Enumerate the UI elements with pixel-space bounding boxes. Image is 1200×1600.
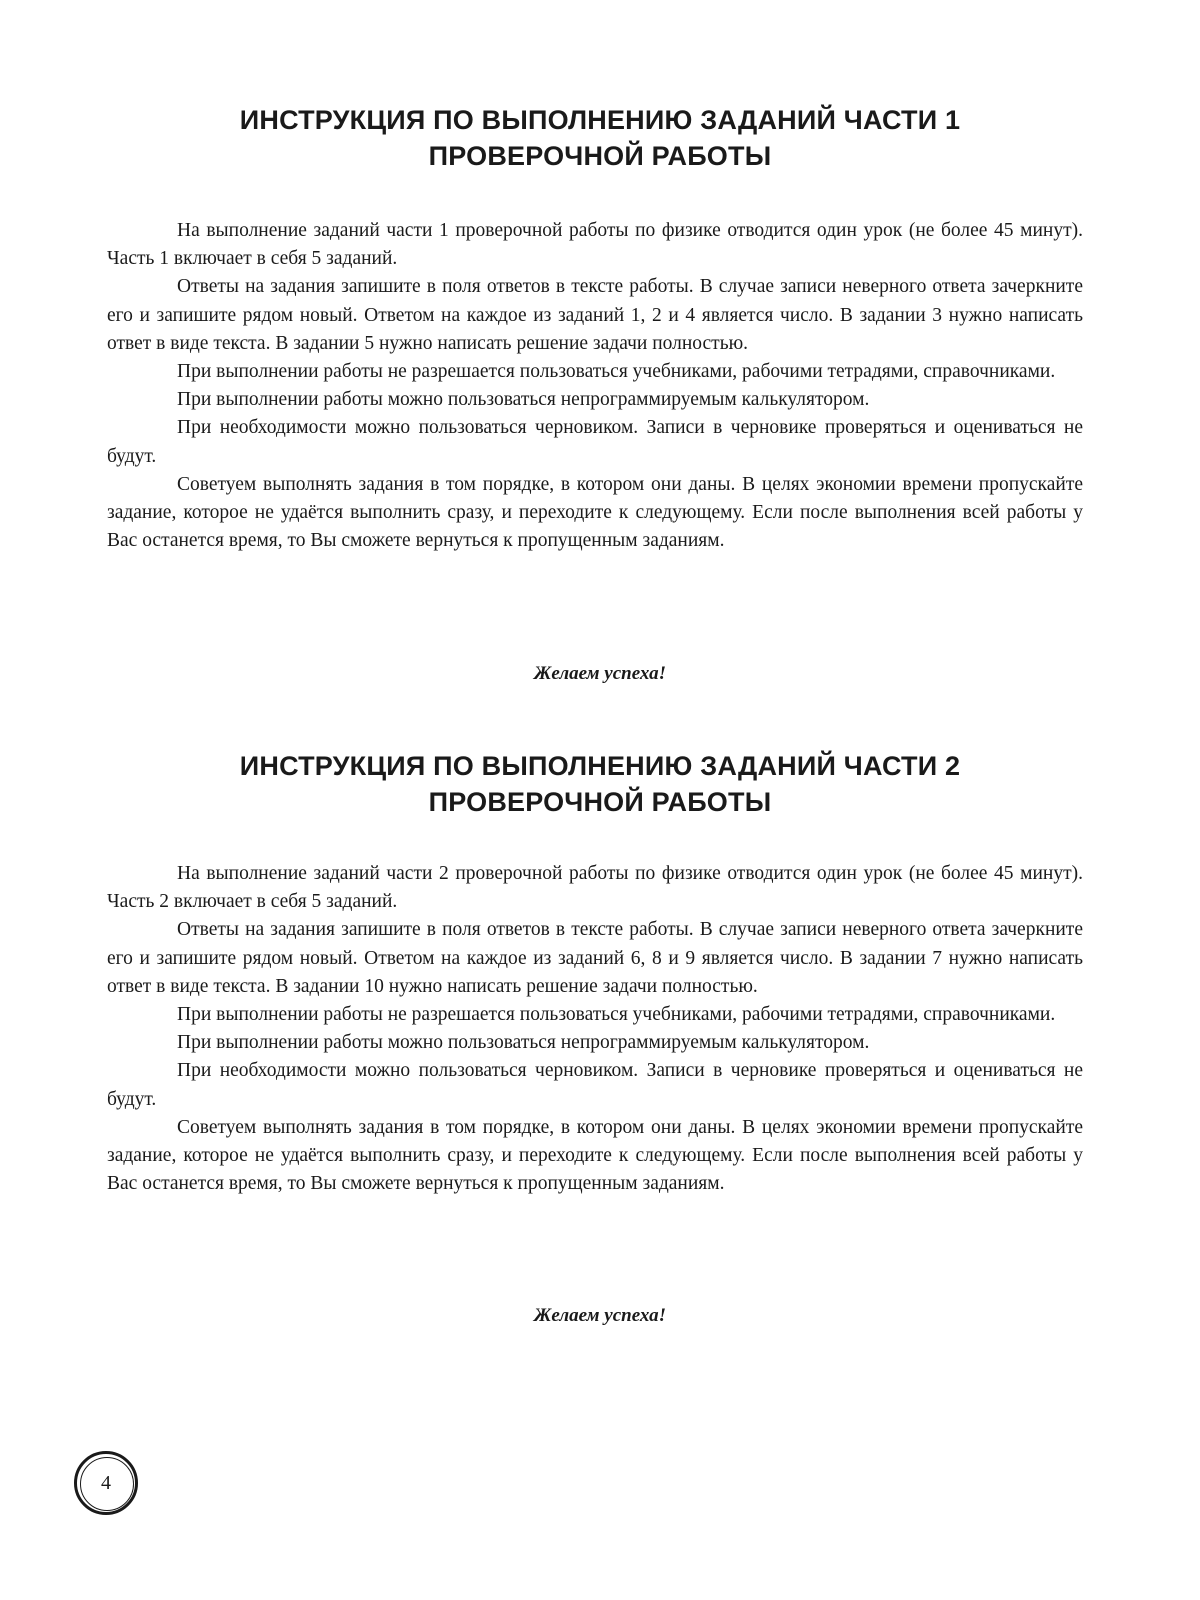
page-number-badge [74, 1451, 138, 1515]
part1-paragraph: При выполнении работы не разрешается пользоваться учебниками, рабочими тетрадями, справочниками. [177, 361, 1056, 383]
part1-closing: Желаем успеха! [533, 663, 667, 684]
part2-paragraph: На выполнение заданий части 2 проверочной работы по физике отводится один урок (не более 45 минут). Часть 2 включает в себя 5 заданий. [107, 863, 1083, 913]
part2-paragraph: При выполнении работы не разрешается пользоваться учебниками, рабочими тетрадями, справочниками. [177, 1004, 1056, 1026]
part2-heading-line2: ПРОВЕРОЧНОЙ РАБОТЫ [428, 787, 772, 817]
part1-paragraph: На выполнение заданий части 1 проверочной работы по физике отводится один урок (не более 45 минут). Часть 1 включает в себя 5 заданий. [107, 220, 1083, 270]
page-number: 4 [101, 1472, 111, 1494]
part1-paragraph: Ответы на задания запишите в поля ответов в тексте работы. В случае записи неверного ответа зачеркните его и запишите рядом новый. Ответом на каждое из заданий 1, 2 и 4 является число. В задании 3 нужно написать ответ в виде текста. В задании 5 нужно написать решение задачи полностью. [107, 276, 1083, 354]
part1-paragraph: При выполнении работы можно пользоваться непрограммируемым калькулятором. [177, 389, 870, 411]
part1-heading [0, 102, 1200, 174]
part2-paragraph: Советуем выполнять задания в том порядке, в котором они даны. В целях экономии времени пропускайте задание, которое не удаётся выполнить сразу, и переходите к следующему. Если после выполнения всей работы у Вас останется время, то Вы сможете вернуться к пропущенным заданиям. [107, 1116, 1083, 1195]
part1-paragraph: При необходимости можно пользоваться черновиком. Записи в черновике проверяться и оцениваться не будут. [107, 417, 1083, 467]
part2-heading [0, 748, 1200, 820]
part2-paragraph: При выполнении работы можно пользоваться непрограммируемым калькулятором. [177, 1032, 870, 1054]
part1-heading-line1: ИНСТРУКЦИЯ ПО ВЫПОЛНЕНИЮ ЗАДАНИЙ ЧАСТИ 1 [239, 105, 961, 135]
part2-paragraph: При необходимости можно пользоваться черновиком. Записи в черновике проверяться и оцениваться не будут. [107, 1060, 1083, 1110]
part2-body [107, 860, 1083, 1198]
part1-body [107, 217, 1083, 555]
part1-heading-line2: ПРОВЕРОЧНОЙ РАБОТЫ [428, 141, 772, 171]
part2-closing: Желаем успеха! [533, 1305, 667, 1326]
part2-paragraph: Ответы на задания запишите в поля ответов в тексте работы. В случае записи неверного ответа зачеркните его и запишите рядом новый. Ответом на каждое из заданий 6, 8 и 9 является число. В задании 7 нужно написать ответ в виде текста. В задании 10 нужно написать решение задачи полностью. [107, 919, 1083, 997]
part2-heading-line1: ИНСТРУКЦИЯ ПО ВЫПОЛНЕНИЮ ЗАДАНИЙ ЧАСТИ 2 [239, 751, 961, 781]
part1-paragraph: Советуем выполнять задания в том порядке, в котором они даны. В целях экономии времени пропускайте задание, которое не удаётся выполнить сразу, и переходите к следующему. Если после выполнения всей работы у Вас останется время, то Вы сможете вернуться к пропущенным заданиям. [107, 473, 1083, 552]
